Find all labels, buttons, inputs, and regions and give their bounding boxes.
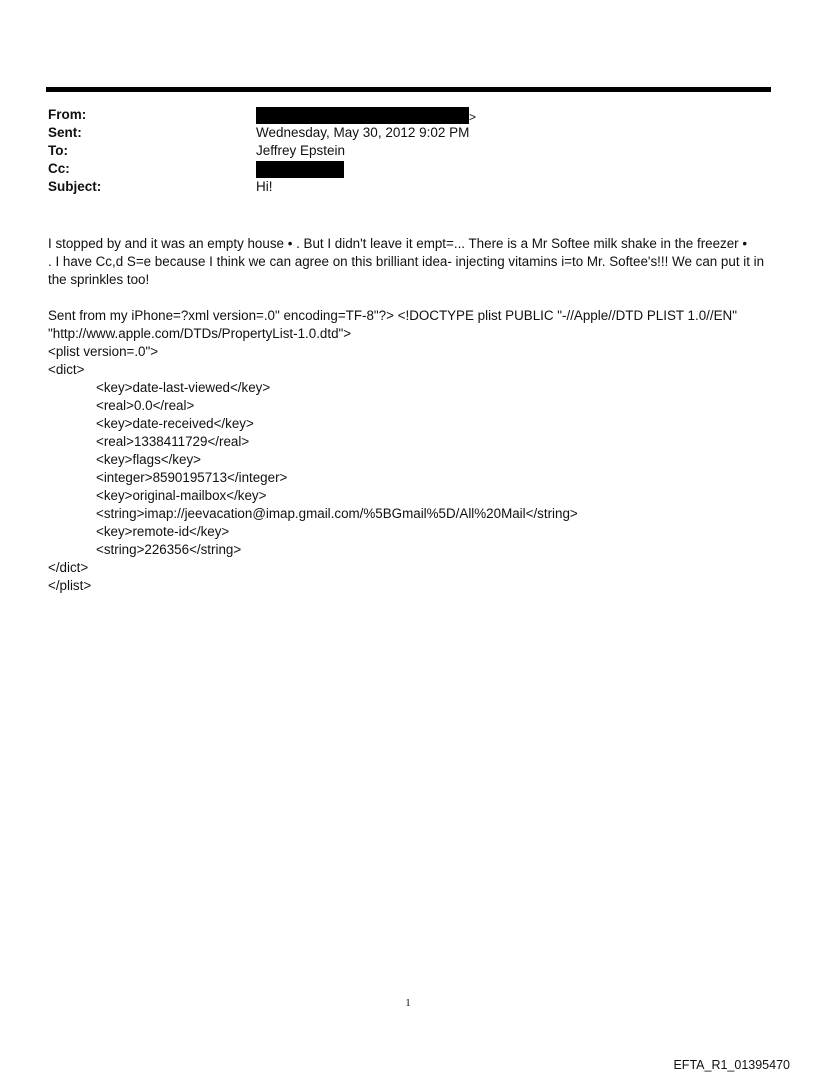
from-label: From: — [48, 107, 87, 122]
header-rule — [46, 87, 771, 92]
subject-value: Hi! — [256, 179, 273, 194]
to-label: To: — [48, 143, 68, 158]
subject-label: Subject: — [48, 179, 102, 194]
redaction-block — [256, 107, 469, 124]
dict-line: <string>226356</string> — [96, 542, 242, 557]
dict-line: <integer>8590195713</integer> — [96, 470, 288, 485]
bates-number: EFTA_R1_01395470 — [673, 1058, 790, 1072]
dict-line: <key>original-mailbox</key> — [96, 488, 267, 503]
plist-open: <plist version=.0"> — [48, 344, 159, 359]
from-value — [256, 107, 476, 124]
page-number: 1 — [405, 997, 411, 1009]
dict-line: <real>1338411729</real> — [96, 434, 250, 449]
dict-close: </dict> — [48, 560, 89, 575]
redaction-block — [256, 161, 344, 178]
body-line: . I have Cc,d S=e because I think we can agree on this brilliant idea- injecting vitamins i=to Mr. Softee's!!! We can put it in — [48, 254, 765, 269]
body-line: the sprinkles too! — [48, 272, 150, 287]
sent-value: Wednesday, May 30, 2012 9:02 PM — [256, 125, 470, 140]
plist-close: </plist> — [48, 578, 92, 593]
dict-line: <key>flags</key> — [96, 452, 201, 467]
cc-label: Cc: — [48, 161, 70, 176]
body-line: I stopped by and it was an empty house • . But I didn't leave it empt=... There is a Mr Softee milk shake in the freezer • — [48, 236, 748, 251]
sent-from-line: Sent from my iPhone=?xml version=.0" encoding=TF-8"?> <!DOCTYPE plist PUBLIC "-//Apple//DTD PLIST 1.0//EN" — [48, 308, 737, 323]
dict-line: <key>date-received</key> — [96, 416, 254, 431]
from-suffix: > — [469, 110, 477, 124]
sent-from-line: "http://www.apple.com/DTDs/PropertyList-1.0.dtd"> — [48, 326, 352, 341]
sent-label: Sent: — [48, 125, 82, 140]
dict-line: <real>0.0</real> — [96, 398, 195, 413]
dict-line: <string>imap://jeevacation@imap.gmail.com/%5BGmail%5D/All%20Mail</string> — [96, 506, 578, 521]
to-value: Jeffrey Epstein — [256, 143, 346, 158]
email-body — [48, 235, 773, 595]
dict-line: <key>remote-id</key> — [96, 524, 230, 539]
dict-open: <dict> — [48, 362, 85, 377]
dict-line: <key>date-last-viewed</key> — [96, 380, 271, 395]
cc-value — [256, 161, 344, 178]
